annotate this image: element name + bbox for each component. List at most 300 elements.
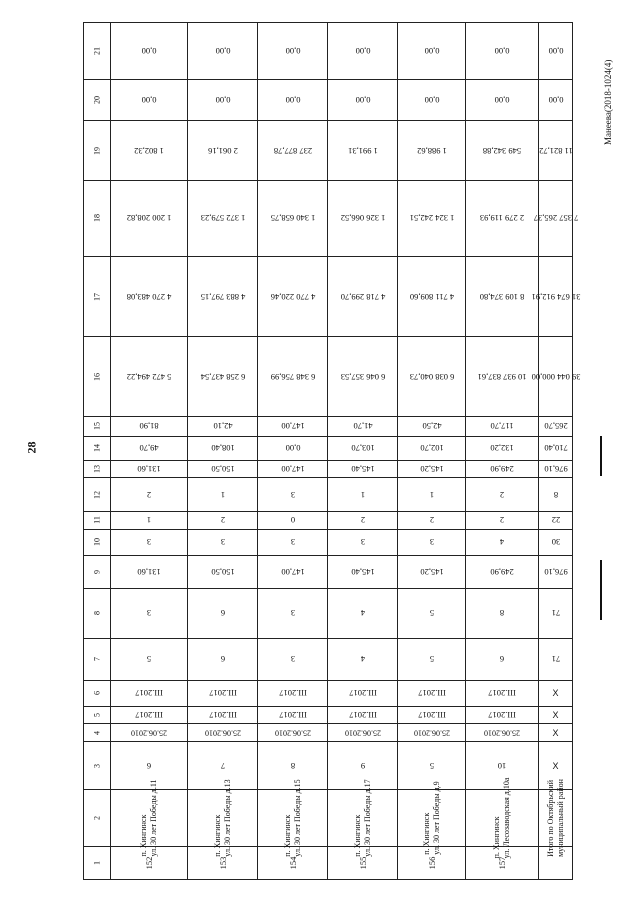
column-number-cell <box>84 724 111 742</box>
table-cell <box>328 724 398 742</box>
cell-value: 1 200 208,82 <box>126 213 172 224</box>
table-cell <box>188 639 258 681</box>
x-mark: X <box>552 710 559 721</box>
table-cell <box>398 121 466 180</box>
column-number-cell <box>84 23 111 80</box>
table-cell <box>466 337 539 417</box>
table-band-col-12 <box>84 478 573 512</box>
table-cell <box>398 180 466 257</box>
table-cell <box>398 781 466 855</box>
cell-value: 147,00 <box>280 421 305 432</box>
table-cell <box>328 79 398 121</box>
column-number-cell <box>84 416 111 436</box>
edge-mark-2 <box>600 560 602 620</box>
cell-value: 5 <box>429 654 434 665</box>
x-mark: X <box>552 760 559 771</box>
total-value: 710,40 <box>543 443 568 454</box>
column-number: 1 <box>92 861 102 865</box>
cell-value: 4 270 483,08 <box>126 291 172 302</box>
total-cell <box>539 724 573 742</box>
cell-value: 3 <box>290 608 295 619</box>
total-label-line: Итого по Октябрьский <box>545 780 555 857</box>
column-number-cell <box>84 680 111 706</box>
row-number: 153 <box>217 856 228 870</box>
table-cell <box>111 180 188 257</box>
row-number: 154 <box>287 856 298 870</box>
table-band-col-19 <box>84 121 573 180</box>
total-cell <box>539 460 573 478</box>
table-cell <box>328 337 398 417</box>
column-number: 8 <box>92 611 102 616</box>
table-cell <box>466 639 539 681</box>
column-number: 5 <box>92 713 102 718</box>
cell-value: III.2017 <box>278 710 307 721</box>
table-cell <box>258 180 328 257</box>
cell-value: 6 038 040,73 <box>409 371 454 382</box>
cell-value: III.2017 <box>417 710 446 721</box>
table-cell <box>111 512 188 530</box>
cell-value: 42,10 <box>212 421 233 432</box>
table-cell <box>466 706 539 724</box>
table-cell <box>188 121 258 180</box>
total-value: 71 <box>551 608 560 619</box>
table-cell <box>258 555 328 588</box>
table-cell <box>111 257 188 337</box>
cell-value: 8 109 374,80 <box>479 291 525 302</box>
cell-value: 0,00 <box>141 45 157 56</box>
address <box>213 779 233 856</box>
cell-value: 145,40 <box>350 566 375 577</box>
cell-value: 0 <box>290 515 295 526</box>
table-cell <box>466 512 539 530</box>
cell-value: 3 <box>220 537 225 548</box>
address-city: п. Хингинск <box>212 814 222 857</box>
cell-value: 25.06.2010 <box>413 728 450 738</box>
table-cell <box>398 724 466 742</box>
table-cell <box>398 23 466 80</box>
table-cell <box>258 478 328 512</box>
table-cell <box>188 23 258 80</box>
table-band-col-6 <box>84 680 573 706</box>
table-band-col-15 <box>84 416 573 436</box>
total-cell <box>539 512 573 530</box>
table-cell <box>466 180 539 257</box>
cell-value: 131,60 <box>137 463 161 474</box>
column-number: 13 <box>92 464 102 473</box>
total-cell <box>539 588 573 638</box>
table-cell <box>258 79 328 121</box>
table-cell <box>111 121 188 180</box>
cell-value: 0,00 <box>215 45 230 56</box>
column-number-cell <box>84 741 111 789</box>
cell-value: 41,70 <box>352 421 373 432</box>
table-cell <box>188 680 258 706</box>
data-table <box>83 22 580 880</box>
cell-value: 5 <box>146 654 152 665</box>
total-cell <box>533 180 578 257</box>
cell-value: 8 <box>499 608 505 619</box>
cell-value: III.2017 <box>278 688 307 699</box>
table-cell <box>258 529 328 555</box>
total-value: 22 <box>551 515 560 526</box>
table-cell <box>398 460 466 478</box>
cell-value: 2 279 119,93 <box>479 213 525 224</box>
column-number: 20 <box>92 96 102 105</box>
table-cell <box>466 416 539 436</box>
table-cell <box>258 779 328 857</box>
table-cell <box>111 680 188 706</box>
cell-value: 6 348 756,99 <box>270 371 315 382</box>
column-number: 3 <box>92 763 102 768</box>
table-cell <box>328 779 398 857</box>
cell-value: III.2017 <box>208 688 237 699</box>
table-band-col-14 <box>84 436 573 460</box>
total-label <box>546 779 566 857</box>
table-cell <box>111 779 188 857</box>
cell-value: III.2017 <box>208 710 237 721</box>
table-cell <box>258 847 328 880</box>
cell-value: 3 <box>146 608 152 619</box>
table-cell <box>466 588 539 638</box>
cell-value: 1 <box>146 515 152 526</box>
table-cell <box>398 337 466 417</box>
cell-value: 0,00 <box>424 95 439 106</box>
cell-value: 2 061,16 <box>207 145 238 156</box>
row-number: 152 <box>144 856 154 870</box>
table-cell <box>328 23 398 80</box>
column-number-cell <box>84 588 111 638</box>
column-number: 7 <box>92 657 102 662</box>
cell-value: 2 <box>499 515 505 526</box>
cell-value: 2 <box>146 489 152 500</box>
cell-value: 4 770 220,46 <box>270 291 315 302</box>
table-cell <box>111 706 188 724</box>
table-cell <box>328 680 398 706</box>
cell-value: 1 340 658,75 <box>270 213 315 224</box>
table-cell <box>188 79 258 121</box>
table-cell <box>466 777 539 859</box>
table-cell <box>328 180 398 257</box>
total-cell <box>539 121 573 180</box>
cell-value: 237 877,78 <box>273 145 312 156</box>
cell-value: 147,00 <box>280 463 305 474</box>
cell-value: 0,00 <box>494 95 510 106</box>
table-cell <box>398 436 466 460</box>
table-cell <box>328 121 398 180</box>
cell-value: 4 883 797,15 <box>200 291 245 302</box>
table-cell <box>258 680 328 706</box>
column-number-cell <box>84 529 111 555</box>
column-number-cell <box>84 79 111 121</box>
cell-value: 549 342,88 <box>482 145 522 156</box>
table-band-col-13 <box>84 460 573 478</box>
total-value: 71 <box>551 654 560 665</box>
table-cell <box>258 512 328 530</box>
cell-value: 0,00 <box>355 95 370 106</box>
column-number-cell <box>84 706 111 724</box>
cell-value: 108,40 <box>210 443 235 454</box>
table-cell <box>111 724 188 742</box>
table-cell <box>466 529 539 555</box>
column-number-cell <box>84 512 111 530</box>
total-cell <box>539 478 573 512</box>
column-number: 14 <box>92 444 102 453</box>
cell-value: 2 <box>499 489 505 500</box>
table-cell <box>398 529 466 555</box>
column-number: 11 <box>92 516 102 525</box>
table-cell <box>188 436 258 460</box>
table-cell <box>398 416 466 436</box>
total-value: 976,10 <box>543 463 568 474</box>
total-value: 31 674 912,91 <box>531 291 580 302</box>
table-band-col-11 <box>84 512 573 530</box>
column-number: 12 <box>92 490 102 499</box>
cell-value: 0,00 <box>285 95 300 106</box>
table-cell <box>328 555 398 588</box>
cell-value: 5 472 494,22 <box>126 371 172 382</box>
cell-value: 4 <box>360 654 365 665</box>
address-city: п. Хингинск <box>492 816 501 859</box>
cell-value: 150,50 <box>210 463 235 474</box>
table-cell <box>328 416 398 436</box>
table-cell <box>398 555 466 588</box>
address-city: п. Хингинск <box>282 814 292 857</box>
total-cell <box>539 847 573 880</box>
table-cell <box>258 436 328 460</box>
table-cell <box>111 847 188 880</box>
address <box>422 781 442 854</box>
cell-value: 9 <box>360 760 365 771</box>
column-number-cell <box>84 478 111 512</box>
x-mark: X <box>552 688 559 699</box>
cell-value: 3 <box>290 489 295 500</box>
total-cell <box>539 779 573 857</box>
table-band-col-9 <box>84 555 573 588</box>
table-cell <box>111 588 188 638</box>
table-cell <box>258 23 328 80</box>
cell-value: 0,00 <box>285 443 300 454</box>
table-cell <box>328 639 398 681</box>
column-number: 10 <box>92 538 102 547</box>
cell-value: 0,00 <box>355 45 370 56</box>
table-cell <box>466 121 539 180</box>
table-cell <box>398 680 466 706</box>
table-cell <box>111 23 188 80</box>
cell-value: 132,20 <box>490 443 514 454</box>
column-number-cell <box>84 639 111 681</box>
cell-value: 3 <box>360 537 365 548</box>
cell-value: 1 802,32 <box>134 145 164 156</box>
table-band-col-10 <box>84 529 573 555</box>
cell-value: 81,90 <box>139 421 159 432</box>
cell-value: 7 <box>220 760 225 771</box>
cell-value: 0,00 <box>494 45 510 56</box>
address-street: ул. Лесозаводская д.10а <box>502 777 511 859</box>
cell-value: 1 <box>360 489 365 500</box>
table-cell <box>188 512 258 530</box>
table-band-col-1 <box>84 847 573 880</box>
table-cell <box>188 478 258 512</box>
row-number: 155 <box>357 856 368 870</box>
table-cell <box>328 588 398 638</box>
table-cell <box>398 588 466 638</box>
cell-value: 2 <box>360 515 365 526</box>
table-band-col-7 <box>84 639 573 681</box>
table-cell <box>466 680 539 706</box>
table-band-col-17 <box>84 257 573 337</box>
table-cell <box>111 436 188 460</box>
cell-value: 10 <box>497 760 507 771</box>
cell-value: 145,40 <box>350 463 375 474</box>
address-city: п. Хингинск <box>421 812 431 855</box>
total-cell <box>539 639 573 681</box>
row-number: 156 <box>426 856 437 870</box>
column-number-cell <box>84 337 111 417</box>
cell-value: 25.06.2010 <box>484 728 520 738</box>
edge-mark-1 <box>600 436 602 476</box>
table-cell <box>111 337 188 417</box>
cell-value: 6 <box>146 760 152 771</box>
table-cell <box>188 724 258 742</box>
table-cell <box>398 706 466 724</box>
table-cell <box>188 847 258 880</box>
table-cell <box>466 436 539 460</box>
total-value: 265,70 <box>543 421 568 432</box>
table-band-col-8 <box>84 588 573 638</box>
column-number: 21 <box>92 46 102 55</box>
total-cell <box>531 337 580 417</box>
table-cell <box>258 724 328 742</box>
cell-value: 4 711 809,60 <box>409 291 454 302</box>
table-cell <box>258 639 328 681</box>
cell-value: 3 <box>146 537 152 548</box>
address-street: ул. 30 лет Победы д.13 <box>222 779 232 857</box>
x-mark: X <box>552 727 559 738</box>
table-cell <box>328 436 398 460</box>
column-number-cell <box>84 257 111 337</box>
cell-value: 5 <box>429 760 434 771</box>
total-value: 7 357 265,37 <box>533 213 578 224</box>
total-label-line: муниципальный район <box>555 779 565 857</box>
table-cell <box>328 706 398 724</box>
cell-value: 2 <box>220 515 225 526</box>
column-number: 4 <box>92 730 102 735</box>
cell-value: 6 <box>220 654 225 665</box>
total-value: 30 <box>551 537 560 548</box>
table-cell <box>328 847 398 880</box>
table-cell <box>188 779 258 857</box>
total-value: 8 <box>553 489 558 500</box>
table-cell <box>328 478 398 512</box>
cell-value: 147,00 <box>280 566 305 577</box>
table-cell <box>466 257 539 337</box>
table-cell <box>188 460 258 478</box>
cell-value: 49,70 <box>139 443 159 454</box>
table-cell <box>188 257 258 337</box>
column-number: 2 <box>92 816 102 821</box>
table-cell <box>111 478 188 512</box>
table-cell <box>328 529 398 555</box>
table-band-col-21 <box>84 23 573 80</box>
table-cell <box>111 639 188 681</box>
table-cell <box>258 588 328 638</box>
table-cell <box>258 706 328 724</box>
table-cell <box>466 724 539 742</box>
total-cell <box>539 23 573 80</box>
cell-value: 4 <box>499 537 505 548</box>
table-cell <box>188 555 258 588</box>
table-cell <box>328 460 398 478</box>
data-table-container <box>83 22 580 880</box>
cell-value: 2 <box>429 515 434 526</box>
address-street: ул. 30 лет Победы д.15 <box>292 779 302 857</box>
table-cell <box>188 416 258 436</box>
cell-value: 42,50 <box>421 421 442 432</box>
page-number: 28 <box>24 441 39 454</box>
total-cell <box>539 680 573 706</box>
cell-value: 3 <box>290 654 295 665</box>
column-number: 19 <box>92 146 102 155</box>
table-cell <box>188 337 258 417</box>
cell-value: 6 046 357,53 <box>340 371 385 382</box>
table-cell <box>258 257 328 337</box>
column-number-cell <box>84 436 111 460</box>
cell-value: 1 372 579,23 <box>200 213 245 224</box>
column-number-cell <box>84 847 111 880</box>
cell-value: 0,00 <box>141 95 157 106</box>
total-cell <box>539 529 573 555</box>
cell-value: 6 <box>220 608 225 619</box>
table-band-col-2 <box>84 790 573 847</box>
cell-value: 25.06.2010 <box>274 728 311 738</box>
cell-value: 249,90 <box>490 463 514 474</box>
cell-value: 131,60 <box>137 566 161 577</box>
cell-value: 8 <box>290 760 295 771</box>
row-number: 157 <box>497 856 507 870</box>
cell-value: 4 718 299,70 <box>340 291 385 302</box>
cell-value: 1 991,31 <box>347 145 378 156</box>
table-cell <box>466 460 539 478</box>
cell-value: 0,00 <box>424 45 439 56</box>
table-cell <box>111 460 188 478</box>
total-cell <box>531 257 580 337</box>
table-cell <box>188 588 258 638</box>
table-cell <box>111 416 188 436</box>
total-value: 0,00 <box>548 45 563 56</box>
table-cell <box>258 337 328 417</box>
address <box>283 779 303 856</box>
table-band-col-20 <box>84 79 573 121</box>
column-number-cell <box>84 121 111 180</box>
total-value: 976,10 <box>543 566 568 577</box>
cell-value: 1 326 066,52 <box>340 213 385 224</box>
table-cell <box>466 79 539 121</box>
table-cell <box>111 555 188 588</box>
cell-value: 10 937 837,61 <box>477 371 527 382</box>
table-cell <box>398 847 466 880</box>
table-cell <box>466 847 539 880</box>
address-street: ул. 30 лет Победы д.9 <box>431 781 441 855</box>
cell-value: 3 <box>429 537 434 548</box>
total-cell <box>539 555 573 588</box>
column-number: 9 <box>92 569 102 574</box>
column-number: 18 <box>92 214 102 223</box>
cell-value: III.2017 <box>488 710 516 721</box>
document-code: Манеева(2018-1024(4) <box>603 59 613 145</box>
cell-value: 0,00 <box>285 45 300 56</box>
table-band-col-4 <box>84 724 573 742</box>
table-band-col-18 <box>84 180 573 257</box>
